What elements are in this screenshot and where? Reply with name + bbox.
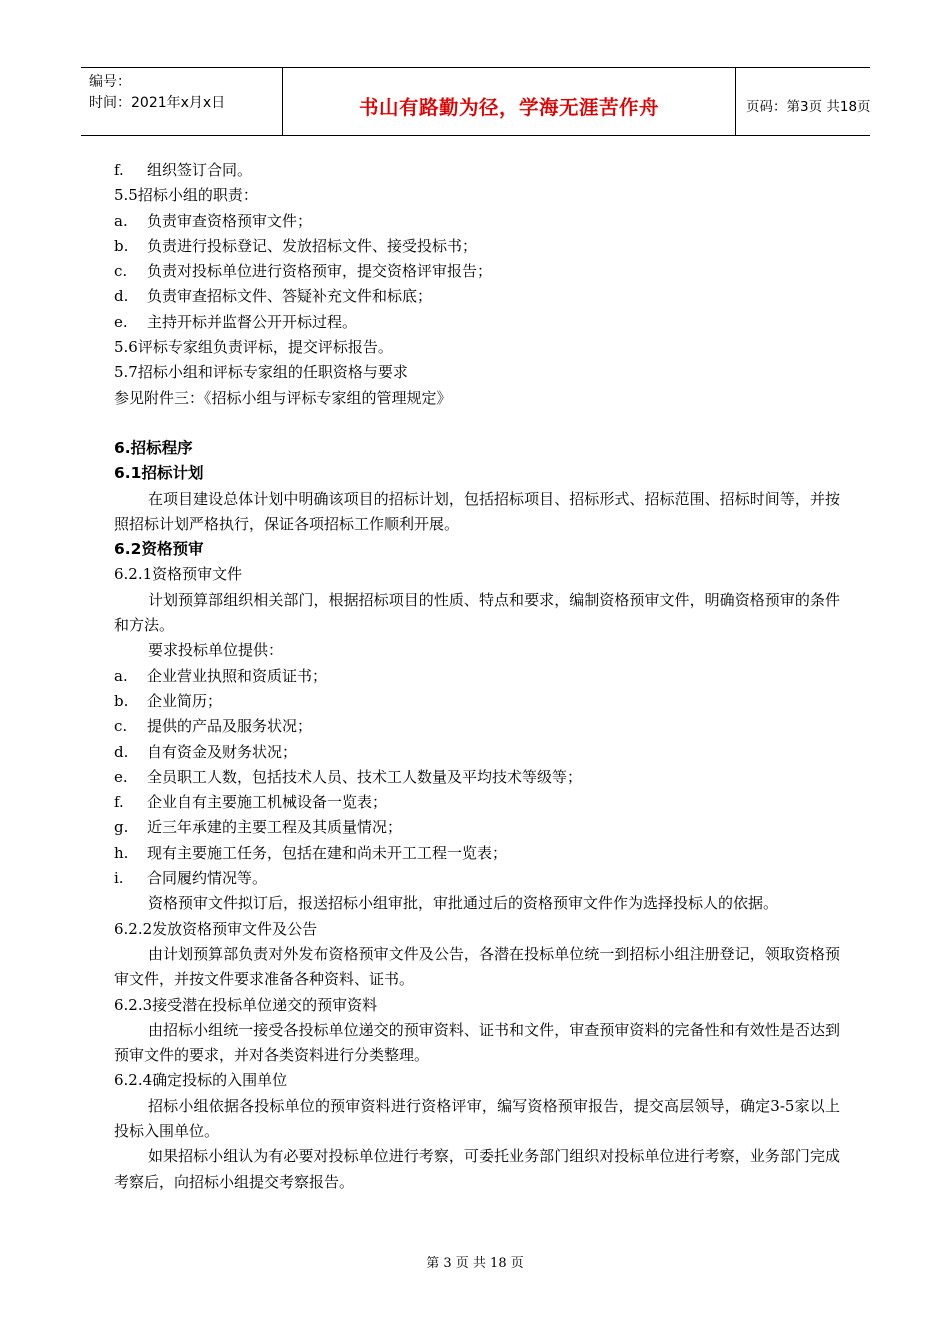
paragraph: 6.2.3接受潜在投标单位递交的预审资料: [114, 995, 378, 1014]
paragraph: 参见附件三：《招标小组与评标专家组的管理规定》: [114, 388, 452, 407]
list-marker: a.: [114, 211, 128, 230]
paragraph: 招标小组依据各投标单位的预审资料进行资格评审，编写资格预审报告，提交高层领导，确定3-5家以上投标入围单位。: [114, 1096, 840, 1140]
paragraph: 6.2.2发放资格预审文件及公告: [114, 919, 318, 938]
list-marker: i.: [114, 869, 124, 888]
list-item: [114, 664, 840, 689]
list-marker: g.: [114, 818, 129, 837]
list-item: [114, 866, 840, 891]
list-item-text: 全员职工人数，包括技术人员、技术工人数量及平均技术等级等；: [147, 767, 583, 786]
list-item: [114, 158, 840, 183]
list-item-text: 负责对投标单位进行资格预审，提交资格评审报告；: [147, 262, 493, 281]
list-marker: h.: [114, 843, 129, 862]
list-item: [114, 234, 840, 259]
list-item-text: 企业自有主要施工机械设备一览表；: [147, 793, 388, 812]
paragraph: 资格预审文件拟订后，报送招标小组审批，审批通过后的资格预审文件作为选择投标人的依据。: [148, 894, 779, 913]
header-motto-cell: [283, 68, 736, 135]
paragraph: 5.7招标小组和评标专家组的任职资格与要求: [114, 363, 408, 382]
list-marker: b.: [114, 691, 129, 710]
paragraph: 5.6评标专家组负责评标，提交评标报告。: [114, 338, 393, 357]
list-marker: d.: [114, 742, 129, 761]
paragraph: 6.2.1资格预审文件: [114, 565, 243, 584]
list-marker: e.: [114, 767, 128, 786]
page-footer: 第 3 页 共 18 页: [426, 1256, 524, 1271]
list-item: [114, 790, 840, 815]
section-heading: 6.招标程序: [114, 438, 193, 457]
list-marker: d.: [114, 287, 129, 306]
list-marker: b.: [114, 236, 129, 255]
header-page-cell: [736, 68, 870, 135]
header-page-info: 页码：第3页 共18页: [746, 99, 871, 115]
list-item: [114, 765, 840, 790]
document-date: 时间：2021年x月x日: [89, 95, 226, 111]
list-item: [114, 815, 840, 840]
paragraph: 6.2.4确定投标的入围单位: [114, 1071, 288, 1090]
list-item-text: 负责审查资格预审文件；: [147, 211, 313, 230]
list-marker: c.: [114, 262, 128, 281]
list-marker: f.: [114, 161, 124, 179]
list-marker: c.: [114, 717, 128, 736]
paragraph: 要求投标单位提供：: [148, 641, 284, 660]
list-item-text: 负责审查招标文件、答疑补充文件和标底；: [147, 287, 433, 306]
list-item-text: 企业营业执照和资质证书；: [147, 666, 328, 685]
list-marker: e.: [114, 312, 128, 331]
list-item: [114, 714, 840, 739]
list-item-text: 近三年承建的主要工程及其质量情况；: [147, 818, 403, 837]
list-item: [114, 841, 840, 866]
section-heading: 6.2资格预审: [114, 540, 204, 559]
list-marker: a.: [114, 666, 128, 685]
document-body: [114, 158, 840, 1195]
paragraph: 由招标小组统一接受各投标单位递交的预审资料、证书和文件，审查预审资料的完备性和有效性是否达到预审文件的要求，并对各类资料进行分类整理。: [114, 1020, 840, 1065]
list-item-text: 自有资金及财务状况；: [147, 742, 298, 761]
list-item: [114, 310, 840, 335]
page-header: [81, 67, 870, 136]
list-item: [114, 689, 840, 714]
list-item-text: 合同履约情况等。: [147, 869, 268, 888]
list-item: [114, 259, 840, 284]
list-marker: f.: [114, 793, 124, 812]
document-number-label: 编号：: [89, 74, 131, 90]
list-item-text: 提供的产品及服务状况；: [147, 717, 313, 736]
paragraph: 计划预算部组织相关部门，根据招标项目的性质、特点和要求，编制资格预审文件，明确资格预审的条件和方法。: [114, 590, 840, 635]
section-heading: 6.1招标计划: [114, 464, 204, 483]
paragraph: 在项目建设总体计划中明确该项目的招标计划，包括招标项目、招标形式、招标范围、招标时间等，并按照招标计划严格执行，保证各项招标工作顺利开展。: [114, 489, 840, 533]
list-item: [114, 740, 840, 765]
list-item-text: 组织签订合同。: [147, 161, 253, 179]
header-meta-cell: [81, 68, 283, 135]
list-item-text: 企业简历；: [147, 691, 223, 710]
header-motto: 书山有路勤为径，学海无涯苦作舟: [358, 96, 659, 119]
paragraph: 5.5招标小组的职责：: [114, 186, 258, 205]
blank-line: [114, 411, 840, 436]
list-item: [114, 209, 840, 234]
paragraph: 由计划预算部负责对外发布资格预审文件及公告，各潜在投标单位统一到招标小组注册登记，领取资格预审文件，并按文件要求准备各种资料、证书。: [114, 944, 840, 989]
paragraph: 如果招标小组认为有必要对投标单位进行考察，可委托业务部门组织对投标单位进行考察，业务部门完成考察后，向招标小组提交考察报告。: [114, 1147, 840, 1191]
list-item-text: 主持开标并监督公开开标过程。: [147, 312, 358, 331]
list-item: [114, 284, 840, 309]
list-item-text: 负责进行投标登记、发放招标文件、接受投标书；: [147, 236, 478, 255]
list-item-text: 现有主要施工任务，包括在建和尚未开工工程一览表；: [147, 843, 508, 862]
